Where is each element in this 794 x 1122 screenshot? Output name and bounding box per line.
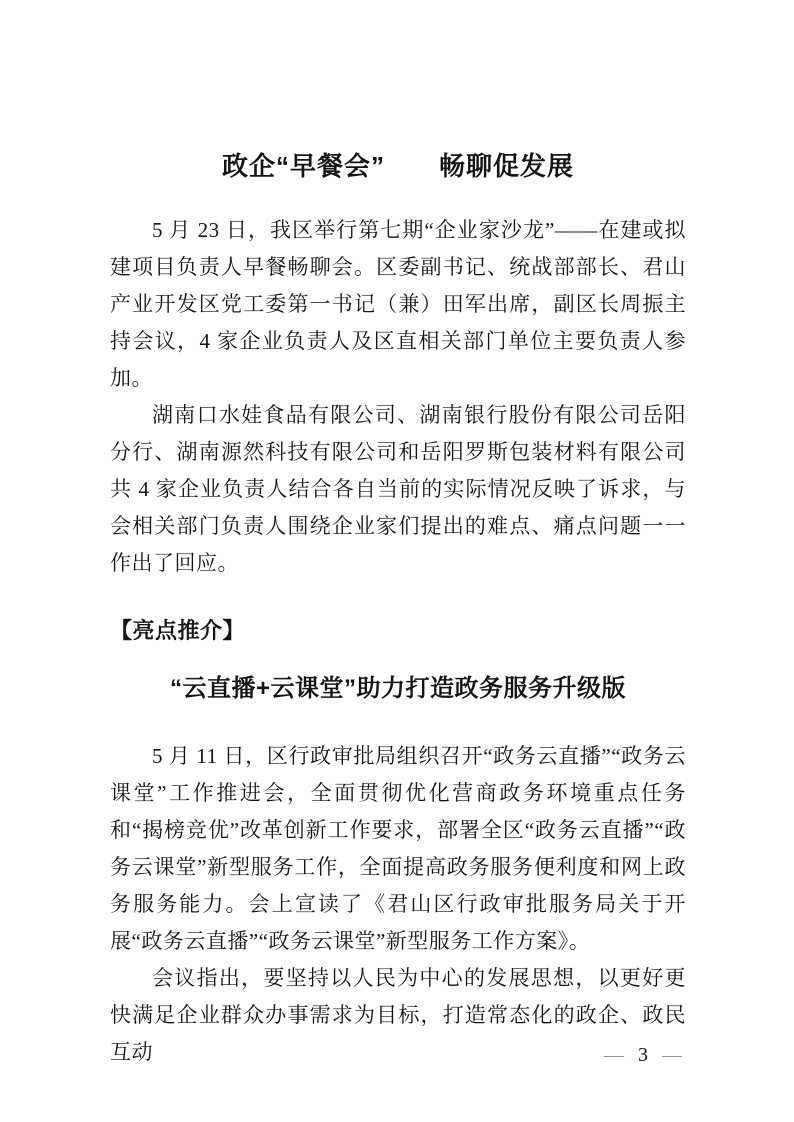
page-number xyxy=(604,1044,682,1066)
article-paragraph-2: 湖南口水娃食品有限公司、湖南银行股份有限公司岳阳分行、湖南源然科技有限公司和岳阳罗斯包装材料有限公司共 4 家企业负责人结合各自当前的实际情况反映了诉求，与会相关部门负责人围绕企业家们提出的难点、痛点问题一一作出了回应。 xyxy=(110,403,686,575)
page-number-dash-right: — xyxy=(662,1044,682,1066)
page-number-value: 3 xyxy=(638,1044,648,1066)
page-number-dash-left: — xyxy=(604,1044,624,1066)
document-content xyxy=(110,0,686,1071)
highlight-paragraph-1: 5 月 11 日，区行政审批局组织召开“政务云直播”“政务云课堂”工作推进会，全面贯彻优化营商政务环境重点任务和“揭榜竞优”改革创新工作要求，部署全区“政务云直播”“政务云课堂”新型服务工作，全面提高政务服务便利度和网上政务服务能力。会上宣读了《君山区行政审批服务局关于开展“政务云直播”“政务云课堂”新型服务工作方案》。 xyxy=(110,744,686,953)
article-title: 政企“早餐会” 畅聊促发展 xyxy=(221,151,574,181)
article-paragraph-1: 5 月 23 日，我区举行第七期“企业家沙龙”——在建或拟建项目负责人早餐畅聊会。区委副书记、统战部部长、君山产业开发区党工委第一书记（兼）田军出席，副区长周振主持会议，4 家企业负责人及区直相关部门单位主要负责人参加。 xyxy=(110,218,686,390)
highlight-paragraph-2: 会议指出，要坚持以人民为中心的发展思想，以更好更快满足企业群众办事需求为目标，打造常态化的政企、政民互动 xyxy=(110,966,686,1064)
highlight-section-marker: 【亮点推介】 xyxy=(110,618,246,643)
highlight-title: “云直播+云课堂”助力打造政务服务升级版 xyxy=(169,675,626,702)
